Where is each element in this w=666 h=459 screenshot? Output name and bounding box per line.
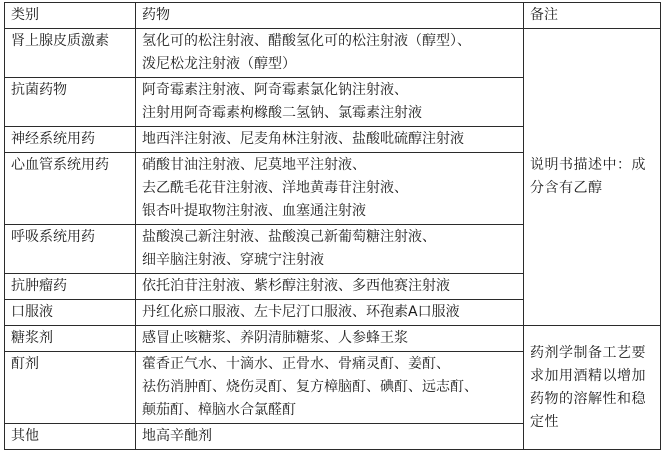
drugs-cell [136, 153, 524, 225]
category-cell: 神经系统用药 [5, 127, 136, 153]
drugs-cell [136, 326, 524, 352]
drugs-cell [136, 300, 524, 326]
drug-line: 地西泮注射液、尼麦角林注射液、盐酸吡硫醇注射液 [142, 131, 464, 147]
drugs-cell [136, 352, 524, 424]
drug-line: 氢化可的松注射液、醋酸氢化可的松注射液（醇型）、 [142, 33, 471, 49]
note-alcohol-ingredient: 说明书描述中：成分含有乙醇 [524, 29, 661, 326]
drug-line: 阿奇霉素注射液、阿奇霉素氯化钠注射液、 [142, 82, 408, 98]
drug-line: 祛伤消肿酊、烧伤灵酊、复方樟脑酊、碘酊、远志酊、 [142, 379, 478, 395]
drug-line: 地高辛酏剂 [142, 428, 212, 444]
table-header-row [5, 3, 661, 29]
drugs-cell [136, 274, 524, 300]
category-cell: 心血管系统用药 [5, 153, 136, 225]
drugs-cell [136, 29, 524, 78]
drugs-cell [136, 127, 524, 153]
drug-line: 细辛脑注射液、穿琥宁注射液 [142, 252, 324, 268]
category-cell: 抗肿瘤药 [5, 274, 136, 300]
header-drugs: 药物 [136, 3, 524, 29]
drug-line: 注射用阿奇霉素枸橼酸二氢钠、氯霉素注射液 [142, 105, 422, 121]
category-cell: 抗菌药物 [5, 78, 136, 127]
category-cell: 酊剂 [5, 352, 136, 424]
category-cell: 口服液 [5, 300, 136, 326]
drugs-cell [136, 225, 524, 274]
drug-category-table [4, 2, 661, 450]
drug-line: 银杏叶提取物注射液、血塞通注射液 [142, 203, 366, 219]
header-category: 类别 [5, 3, 136, 29]
drugs-cell [136, 78, 524, 127]
drug-line: 盐酸溴己新注射液、盐酸溴己新葡萄糖注射液、 [142, 229, 436, 245]
header-notes: 备注 [524, 3, 661, 29]
drug-line: 硝酸甘油注射液、尼莫地平注射液、 [142, 157, 366, 173]
category-cell: 呼吸系统用药 [5, 225, 136, 274]
drugs-cell [136, 424, 524, 450]
drug-line: 感冒止咳糖浆、养阴清肺糖浆、人参蜂王浆 [142, 330, 408, 346]
drug-line: 去乙酰毛花苷注射液、洋地黄毒苷注射液、 [142, 180, 408, 196]
drug-line: 藿香正气水、十滴水、正骨水、骨痛灵酊、姜酊、 [142, 356, 450, 372]
category-cell: 肾上腺皮质激素 [5, 29, 136, 78]
table-row [5, 29, 661, 78]
note-process-alcohol: 药剂学制备工艺要求加用酒精以增加药物的溶解性和稳定性 [524, 326, 661, 450]
drug-line: 颠茄酊、樟脑水合氯醛酊 [142, 402, 296, 418]
category-cell: 其他 [5, 424, 136, 450]
drug-line: 泼尼松龙注射液（醇型） [142, 56, 296, 72]
category-cell: 糖浆剂 [5, 326, 136, 352]
table-row [5, 326, 661, 352]
drug-line: 丹红化瘀口服液、左卡尼汀口服液、环孢素A口服液 [142, 304, 460, 320]
drug-line: 依托泊苷注射液、紫杉醇注射液、多西他赛注射液 [142, 278, 450, 294]
